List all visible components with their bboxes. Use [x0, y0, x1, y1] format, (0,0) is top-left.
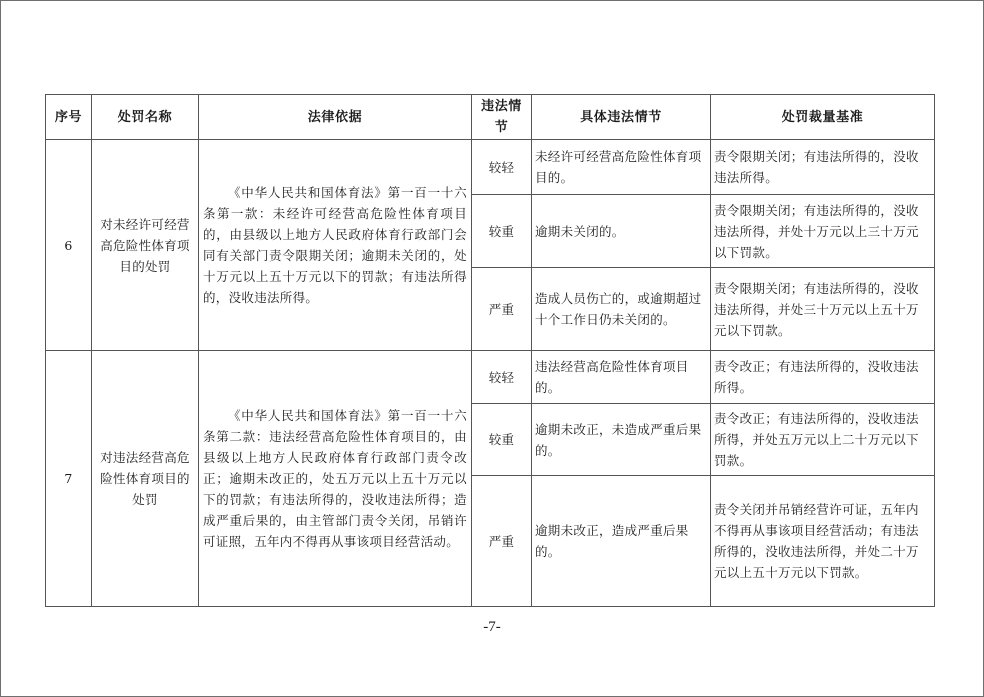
legal-basis-text: 《中华人民共和国体育法》第一百一十六条第一款：未经许可经营高危险性体育项目的，由县级以上地方人民政府体育行政部门会同有关部门责令限期关闭；逾期未关闭的，处十万元以上五十万元以下的罚款；有违法所得的，没收违法所得。: [203, 185, 467, 305]
legal-basis-cell: [199, 140, 472, 351]
level-cell: 较轻: [472, 351, 532, 404]
table-header-row: [46, 95, 935, 140]
penalty-table: [45, 94, 935, 607]
header-specific-violation: 具体违法情节: [532, 95, 711, 140]
standard-cell: 责令改正；有违法所得的，没收违法所得，并处五万元以上二十万元以下罚款。: [711, 404, 935, 476]
header-penalty-standard: 处罚裁量基准: [711, 95, 935, 140]
detail-cell: 逾期未改正，未造成严重后果的。: [532, 404, 711, 476]
level-cell: 严重: [472, 268, 532, 351]
detail-cell: 逾期未关闭的。: [532, 195, 711, 268]
header-violation-level: 违法情节: [472, 95, 532, 140]
level-cell: 较轻: [472, 140, 532, 195]
header-legal-basis: 法律依据: [199, 95, 472, 140]
level-cell: 严重: [472, 476, 532, 607]
detail-cell: 违法经营高危险性体育项目的。: [532, 351, 711, 404]
detail-cell: 未经许可经营高危险性体育项目的。: [532, 140, 711, 195]
standard-cell: 责令限期关闭；有违法所得的，没收违法所得，并处三十万元以上五十万元以下罚款。: [711, 268, 935, 351]
legal-basis-cell: [199, 351, 472, 607]
seq-cell: 7: [46, 351, 92, 607]
level-cell: 较重: [472, 195, 532, 268]
standard-cell: 责令改正；有违法所得的，没收违法所得。: [711, 351, 935, 404]
standard-cell: 责令限期关闭；有违法所得的，没收违法所得，并处十万元以上三十万元以下罚款。: [711, 195, 935, 268]
detail-cell: 造成人员伤亡的，或逾期超过十个工作日仍未关闭的。: [532, 268, 711, 351]
standard-cell: 责令关闭并吊销经营许可证，五年内不得再从事该项目经营活动；有违法所得的，没收违法所得，并处二十万元以上五十万元以下罚款。: [711, 476, 935, 607]
header-seq: 序号: [46, 95, 92, 140]
legal-basis-text: 《中华人民共和国体育法》第一百一十六条第二款：违法经营高危险性体育项目的，由县级以上地方人民政府体育行政部门责令改正；逾期未改正的，处五万元以上五十万元以下的罚款；有违法所得的，没收违法所得；造成严重后果的，由主管部门责令关闭，吊销许可证照，五年内不得再从事该项目经营活动。: [203, 408, 467, 549]
page-number: -7-: [483, 619, 501, 635]
penalty-name-cell: 对未经许可经营高危险性体育项目的处罚: [92, 140, 199, 351]
penalty-name-cell: 对违法经营高危险性体育项目的处罚: [92, 351, 199, 607]
standard-cell: 责令限期关闭；有违法所得的，没收违法所得。: [711, 140, 935, 195]
table-row: [46, 140, 935, 195]
seq-cell: 6: [46, 140, 92, 351]
detail-cell: 逾期未改正，造成严重后果的。: [532, 476, 711, 607]
level-cell: 较重: [472, 404, 532, 476]
table-row: [46, 351, 935, 404]
header-penalty-name: 处罚名称: [92, 95, 199, 140]
